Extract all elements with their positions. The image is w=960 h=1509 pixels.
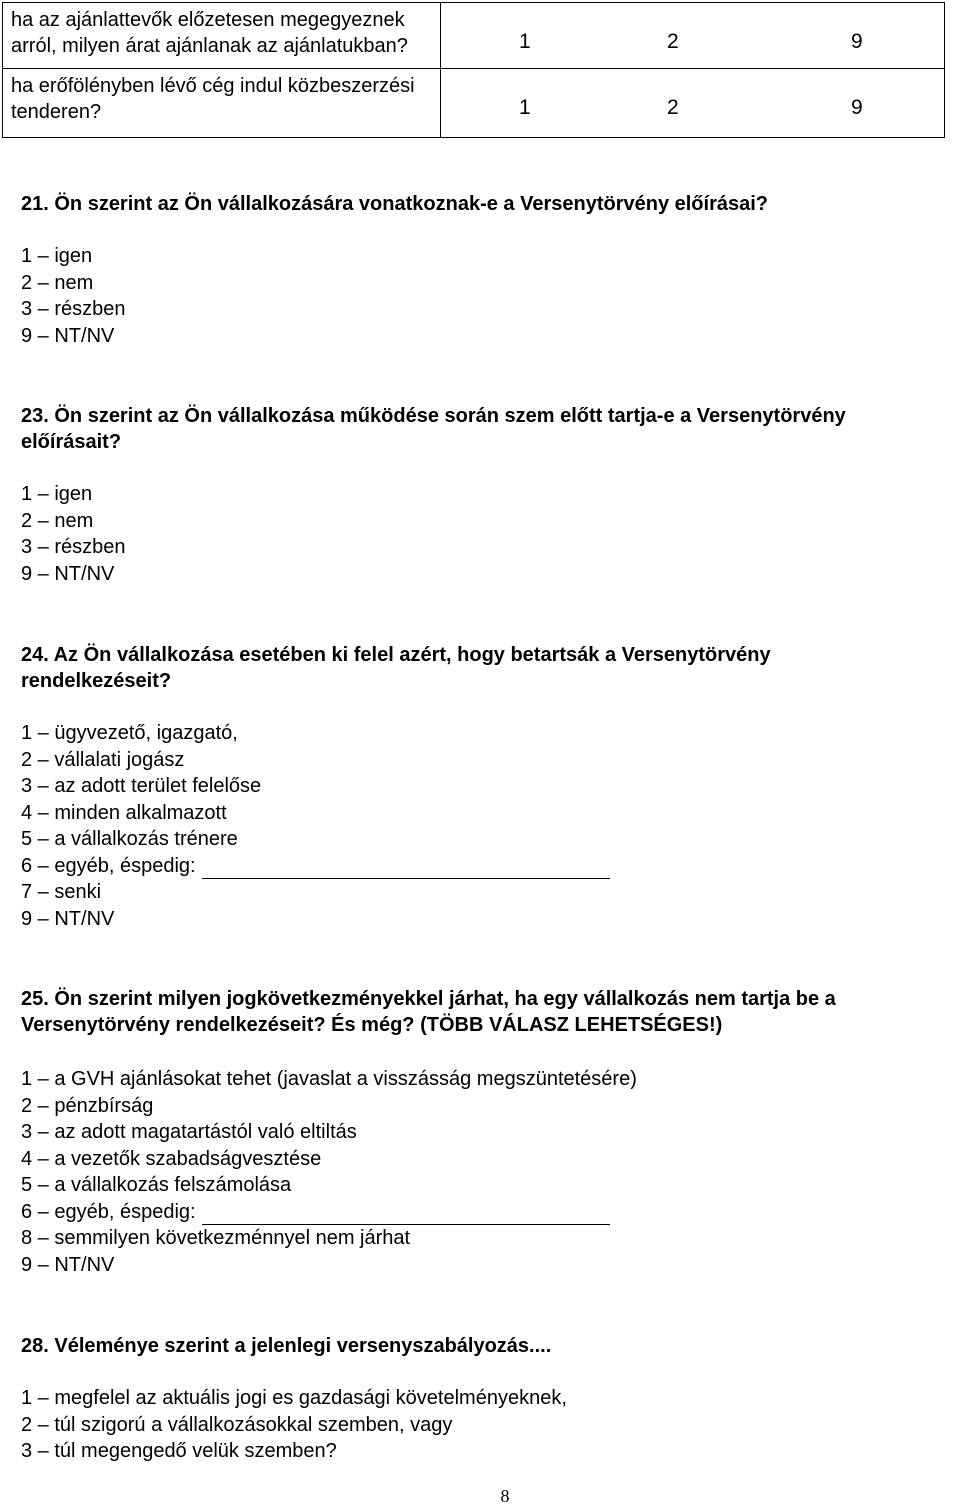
- question-title: 24. Az Ön vállalkozása esetében ki felel azért, hogy betartsák a Versenytörvény: [21, 644, 771, 666]
- answer-option[interactable]: 4 – a vezetők szabadságvesztése: [21, 1147, 322, 1170]
- answer-option[interactable]: 3 – részben: [21, 298, 126, 320]
- answer-option[interactable]: 1 – igen: [21, 245, 93, 267]
- question-24: [21, 642, 771, 932]
- answer-option[interactable]: 3 – túl megengedő velük szemben?: [21, 1440, 337, 1462]
- question-title-cont: előírásait?: [21, 431, 122, 453]
- question-title: 23. Ön szerint az Ön vállalkozása működése során szem előtt tartja-e a Versenytörvény: [21, 405, 846, 427]
- answer-option[interactable]: 2 – nem: [21, 509, 94, 532]
- answer-option-label: 6 – egyéb, éspedig:: [21, 854, 196, 877]
- code-option[interactable]: 1: [519, 96, 531, 119]
- answer-option[interactable]: 1 – megfelel az aktuális jogi es gazdasági követelményeknek,: [21, 1387, 567, 1409]
- code-option[interactable]: 1: [519, 30, 531, 53]
- answer-option[interactable]: 5 – a vállalkozás trénere: [21, 828, 238, 850]
- question-cell: ha erőfölényben lévő cég indul közbeszerzési tenderen?: [3, 69, 441, 138]
- question-25: [21, 986, 836, 1278]
- code-cell: [441, 3, 945, 69]
- code-cell: [441, 69, 945, 138]
- answer-option[interactable]: 2 – pénzbírság: [21, 1094, 154, 1117]
- answer-option[interactable]: 1 – ügyvezető, igazgató,: [21, 722, 238, 744]
- answer-option[interactable]: 3 – részben: [21, 536, 126, 558]
- code-option[interactable]: 2: [667, 96, 679, 119]
- question-cell: ha az ajánlattevők előzetesen megegyeznek arról, milyen árat ajánlanak az ajánlatukban?: [3, 3, 441, 69]
- question-title-cont: Versenytörvény rendelkezéseit? És még? (TÖBB VÁLASZ LEHETSÉGES!): [21, 1014, 723, 1036]
- answer-option[interactable]: 2 – vállalati jogász: [21, 748, 185, 771]
- question-21: [21, 191, 768, 349]
- answer-option-other[interactable]: [21, 853, 771, 880]
- table-row: [3, 69, 945, 138]
- question-title: 25. Ön szerint milyen jogkövetkezményekkel járhat, ha egy vállalkozás nem tartja be a: [21, 988, 836, 1010]
- answer-option[interactable]: 3 – az adott terület felelőse: [21, 775, 262, 797]
- answer-option[interactable]: 2 – nem: [21, 271, 94, 294]
- question-28: [21, 1333, 567, 1465]
- question-23: [21, 403, 846, 587]
- answer-option-label: 6 – egyéb, éspedig:: [21, 1200, 196, 1223]
- question-title: 21. Ön szerint az Ön vállalkozására vonatkoznak-e a Versenytörvény előírásai?: [21, 193, 769, 215]
- answer-option[interactable]: 5 – a vállalkozás felszámolása: [21, 1174, 292, 1196]
- page-number: 8: [500, 1486, 510, 1506]
- answer-option[interactable]: 1 – a GVH ajánlásokat tehet (javaslat a visszásság megszüntetésére): [21, 1068, 637, 1090]
- answer-option[interactable]: 4 – minden alkalmazott: [21, 801, 227, 824]
- answer-option[interactable]: 9 – NT/NV: [21, 907, 115, 930]
- answer-option[interactable]: 2 – túl szigorú a vállalkozásokkal szemben, vagy: [21, 1413, 453, 1436]
- fill-in-blank[interactable]: [202, 860, 610, 879]
- question-title-cont: rendelkezéseit?: [21, 670, 172, 692]
- answer-option[interactable]: 9 – NT/NV: [21, 324, 115, 347]
- answer-option[interactable]: 9 – NT/NV: [21, 562, 115, 585]
- answer-option-other[interactable]: [21, 1199, 836, 1226]
- answer-option[interactable]: 9 – NT/NV: [21, 1253, 115, 1276]
- code-option[interactable]: 9: [851, 30, 863, 53]
- answer-option[interactable]: 1 – igen: [21, 483, 93, 505]
- question-title: 28. Véleménye szerint a jelenlegi versenyszabályozás....: [21, 1335, 552, 1357]
- answer-option[interactable]: 7 – senki: [21, 881, 102, 903]
- table-row: [3, 3, 945, 69]
- fill-in-blank[interactable]: [202, 1206, 610, 1225]
- answer-option[interactable]: 3 – az adott magatartástól való eltiltás: [21, 1121, 357, 1143]
- answer-table: [2, 2, 945, 138]
- code-option[interactable]: 9: [851, 96, 863, 119]
- code-option[interactable]: 2: [667, 30, 679, 53]
- answer-option[interactable]: 8 – semmilyen következménnyel nem járhat: [21, 1227, 411, 1249]
